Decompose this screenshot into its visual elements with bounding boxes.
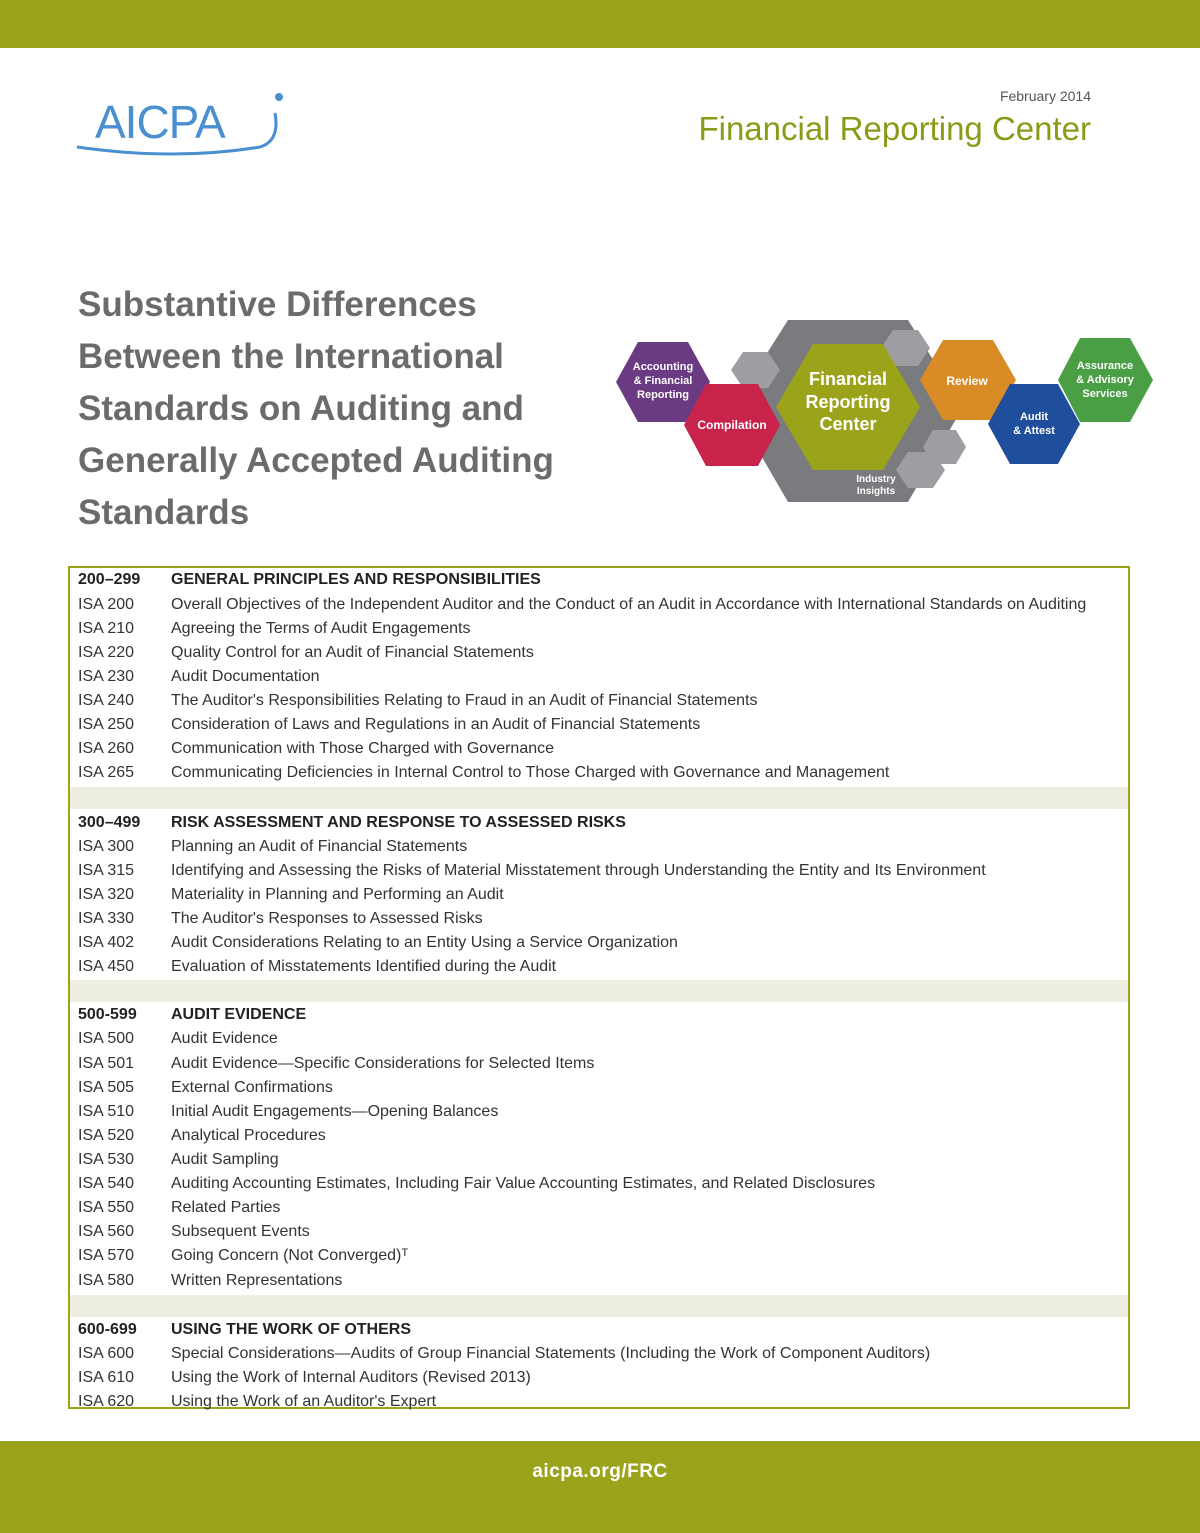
section-spacer: [70, 980, 1128, 1002]
isa-code: ISA 620: [78, 1393, 135, 1410]
section-range: 500-599: [78, 1006, 137, 1023]
table-row: [70, 665, 1128, 689]
isa-title: Planning an Audit of Financial Statements: [171, 838, 468, 855]
table-row: [70, 1172, 1128, 1196]
isa-title: Using the Work of an Auditor's Expert: [171, 1393, 437, 1410]
svg-text:& Advisory: & Advisory: [1076, 374, 1134, 386]
isa-code: ISA 600: [78, 1345, 135, 1362]
isa-code: ISA 570: [78, 1247, 135, 1264]
isa-title: Special Considerations—Audits of Group Financial Statements (Including the Work of Component Auditors): [171, 1345, 931, 1362]
isa-title: Audit Sampling: [171, 1151, 279, 1168]
isa-code: ISA 265: [78, 764, 135, 781]
svg-text:Center: Center: [819, 414, 877, 434]
isa-code: ISA 402: [78, 934, 135, 951]
section-heading: AUDIT EVIDENCE: [171, 1006, 307, 1023]
isa-title: Agreeing the Terms of Audit Engagements: [171, 620, 471, 637]
svg-text:& Attest: & Attest: [1013, 425, 1055, 437]
isa-code: ISA 230: [78, 668, 135, 685]
document-title: Substantive Differences Between the International Standards on Auditing and Generally Accepted Auditing Standards: [78, 285, 554, 532]
isa-code: ISA 315: [78, 862, 135, 879]
hex-label-compilation: Compilation: [697, 418, 767, 432]
isa-code: ISA 560: [78, 1223, 135, 1240]
isa-code: ISA 610: [78, 1369, 135, 1386]
isa-code: ISA 530: [78, 1151, 135, 1168]
svg-text:Reporting: Reporting: [637, 389, 689, 401]
isa-title: Going Concern (Not Converged)ᵀ: [171, 1247, 409, 1264]
isa-code: ISA 220: [78, 644, 135, 661]
isa-title: Written Representations: [171, 1272, 343, 1289]
section-heading: USING THE WORK OF OTHERS: [171, 1321, 411, 1338]
table-row: [70, 1100, 1128, 1124]
isa-code: ISA 300: [78, 838, 135, 855]
table-row: [70, 689, 1128, 713]
isa-code: ISA 200: [78, 596, 135, 613]
isa-title: Analytical Procedures: [171, 1127, 326, 1144]
frc-hex-graphic: [608, 312, 1163, 512]
table-row: [70, 931, 1128, 955]
isa-code: ISA 240: [78, 692, 135, 709]
isa-title: Evaluation of Misstatements Identified during the Audit: [171, 958, 557, 975]
section-heading-row: [70, 811, 1128, 835]
section-spacer: [70, 787, 1128, 809]
table-row: [70, 1124, 1128, 1148]
isa-title: Using the Work of Internal Auditors (Revised 2013): [171, 1369, 531, 1386]
isa-title: The Auditor's Responses to Assessed Risks: [171, 910, 483, 927]
isa-title: Quality Control for an Audit of Financial Statements: [171, 644, 534, 661]
isa-title: Communication with Those Charged with Governance: [171, 740, 555, 757]
isa-code: ISA 580: [78, 1272, 135, 1289]
logo-text: AICPA: [95, 96, 225, 148]
table-row: [70, 1244, 1128, 1268]
table-row: [70, 1076, 1128, 1100]
isa-code: ISA 250: [78, 716, 135, 733]
hex-label-industry: Industry: [856, 474, 896, 485]
aicpa-logo: [75, 85, 290, 160]
isa-title: Overall Objectives of the Independent Auditor and the Conduct of an Audit in Accordance with International Standards on Auditing: [171, 596, 1087, 613]
isa-title: Audit Evidence: [171, 1030, 278, 1047]
isa-title: Communicating Deficiencies in Internal Control to Those Charged with Governance and Management: [171, 764, 890, 781]
isa-code: ISA 500: [78, 1030, 135, 1047]
table-row: [70, 1027, 1128, 1051]
svg-text:Reporting: Reporting: [805, 392, 891, 412]
table-row: [70, 1196, 1128, 1220]
table-row: [70, 883, 1128, 907]
section-heading: RISK ASSESSMENT AND RESPONSE TO ASSESSED RISKS: [171, 814, 626, 831]
publish-date: February 2014: [999, 88, 1091, 104]
table-row: [70, 835, 1128, 859]
svg-text:Insights: Insights: [856, 486, 896, 497]
section-spacer: [70, 1295, 1128, 1317]
top-bar: [0, 0, 1200, 48]
isa-title: Audit Evidence—Specific Considerations for Selected Items: [171, 1055, 595, 1072]
isa-code: ISA 450: [78, 958, 135, 975]
table-row: [70, 1220, 1128, 1244]
isa-title: Materiality in Planning and Performing an Audit: [171, 886, 504, 903]
isa-code: ISA 520: [78, 1127, 135, 1144]
table-row: [70, 907, 1128, 931]
footer-link[interactable]: aicpa.org/FRC: [532, 1461, 668, 1482]
section-range: 200–299: [78, 571, 141, 588]
center-title: Financial Reporting Center: [698, 110, 1091, 147]
isa-title: Audit Documentation: [171, 668, 320, 685]
svg-text:Services: Services: [1082, 388, 1128, 400]
isa-title: Consideration of Laws and Regulations in an Audit of Financial Statements: [171, 716, 701, 733]
table-row: [70, 1390, 1128, 1414]
isa-code: ISA 260: [78, 740, 135, 757]
table-row: [70, 737, 1128, 761]
section-heading-row: [70, 1318, 1128, 1342]
isa-title: Auditing Accounting Estimates, Including Fair Value Accounting Estimates, and Related Disclosures: [171, 1175, 876, 1192]
isa-code: ISA 550: [78, 1199, 135, 1216]
table-row: [70, 617, 1128, 641]
isa-code: ISA 540: [78, 1175, 135, 1192]
isa-code: ISA 320: [78, 886, 135, 903]
svg-text:& Financial: & Financial: [633, 375, 693, 387]
section-range: 300–499: [78, 814, 141, 831]
table-row: [70, 641, 1128, 665]
hex-label-frc: Financial: [808, 369, 888, 389]
hex-label-accounting: Accounting: [632, 361, 694, 373]
isa-title: Initial Audit Engagements—Opening Balances: [171, 1103, 499, 1120]
isa-title: Related Parties: [171, 1199, 281, 1216]
table-row: [70, 955, 1128, 979]
table-row: [70, 713, 1128, 737]
table-row: [70, 1052, 1128, 1076]
isa-code: ISA 210: [78, 620, 135, 637]
section-heading-row: [70, 568, 1128, 592]
isa-title: External Confirmations: [171, 1079, 333, 1096]
hex-label-review: Review: [946, 374, 988, 388]
isa-title: The Auditor's Responsibilities Relating to Fraud in an Audit of Financial Statements: [171, 692, 758, 709]
isa-code: ISA 501: [78, 1055, 135, 1072]
table-row: [70, 1366, 1128, 1390]
isa-code: ISA 510: [78, 1103, 135, 1120]
isa-title: Audit Considerations Relating to an Entity Using a Service Organization: [171, 934, 678, 951]
table-row: [70, 859, 1128, 883]
standards-table: [68, 566, 1130, 1409]
section-range: 600-699: [78, 1321, 137, 1338]
section-heading-row: [70, 1003, 1128, 1027]
table-row: [70, 1269, 1128, 1293]
table-row: [70, 1148, 1128, 1172]
bottom-bar: [0, 1441, 1200, 1533]
isa-code: ISA 330: [78, 910, 135, 927]
table-row: [70, 593, 1128, 617]
table-row: [70, 1342, 1128, 1366]
hex-label-assurance: Assurance: [1076, 360, 1134, 372]
isa-title: Subsequent Events: [171, 1223, 310, 1240]
isa-code: ISA 505: [78, 1079, 135, 1096]
table-row: [70, 761, 1128, 785]
section-heading: GENERAL PRINCIPLES AND RESPONSIBILITIES: [171, 571, 541, 588]
hex-label-audit: Audit: [1019, 411, 1049, 423]
isa-title: Identifying and Assessing the Risks of Material Misstatement through Understanding the Entity and Its Environment: [171, 862, 986, 879]
